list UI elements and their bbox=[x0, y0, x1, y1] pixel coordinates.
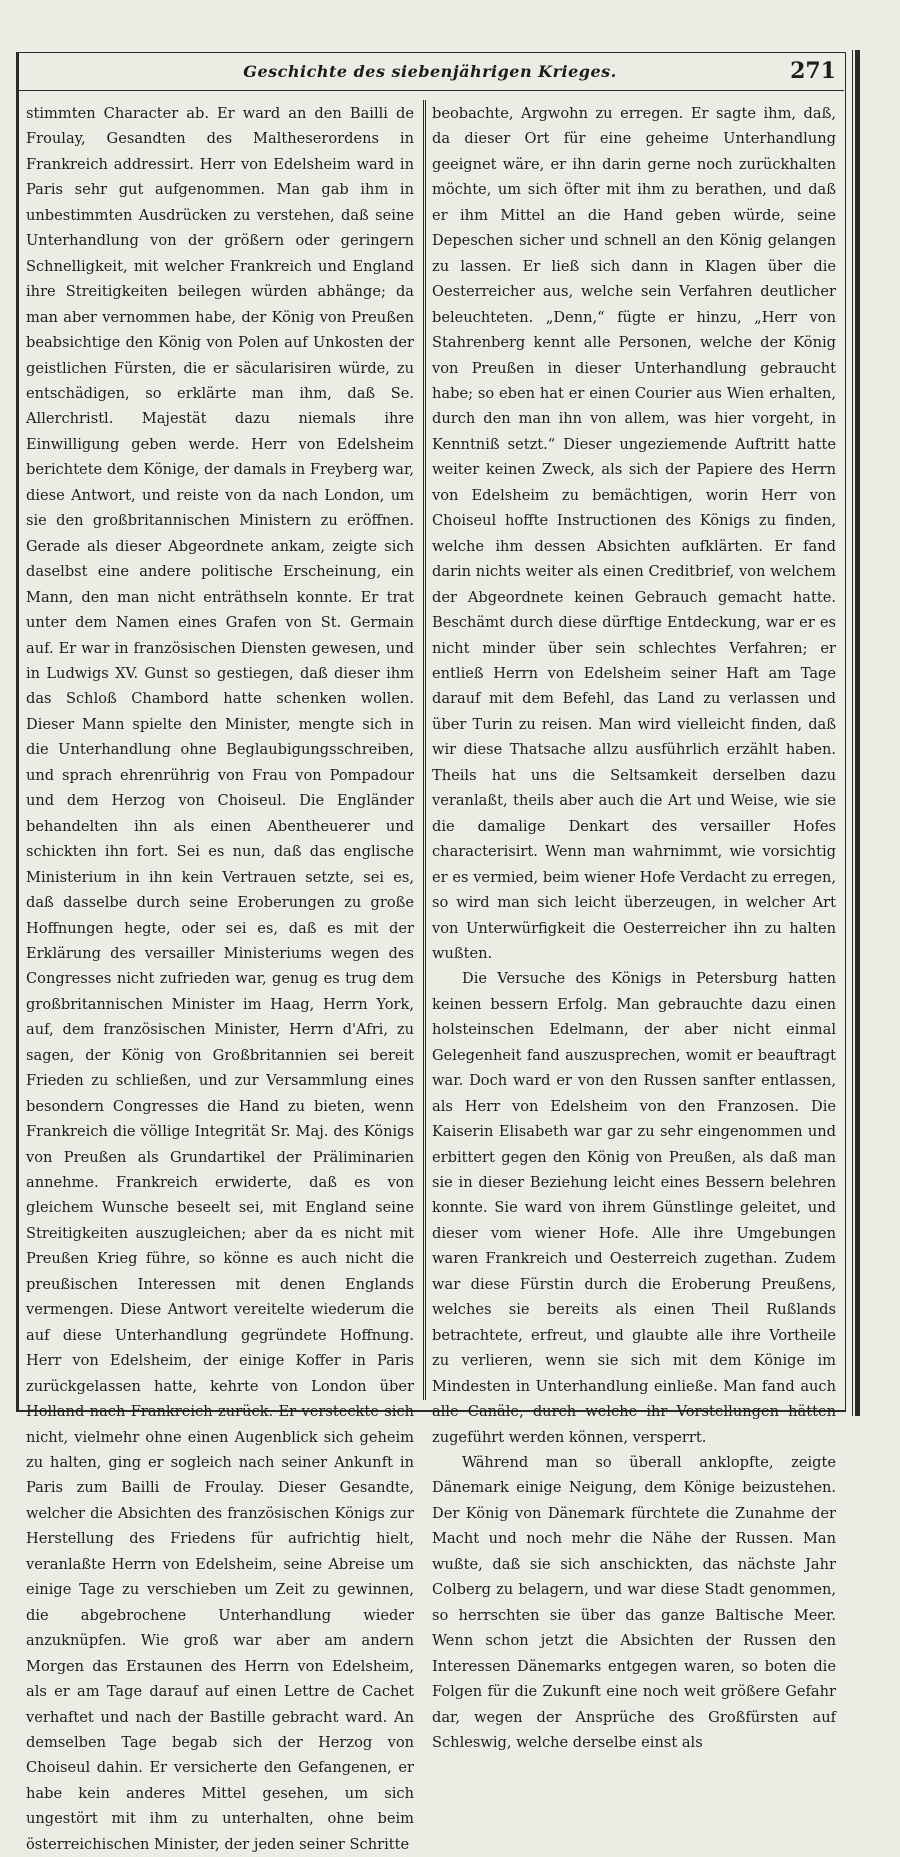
left-column-text: stimmten Character ab. Er ward an den Bailli de Froulay, Gesandten des Maltheserordens in Frankreich addressirt. Herr von Edelsheim ward in Paris sehr gut aufgenommen. Man gab ihm in unbestimmten Ausdrücken zu verstehen, daß seine Unterhandlung von der größern oder geringern Schnelligkeit, mit welcher Frankreich und England ihre Streitigkeiten beilegen würden abhänge; da man aber vernommen habe, der König von Preußen beabsichtige den König von Polen auf Unkosten der geistlichen Fürsten, die er säcularisiren würde, zu entschädigen, so erklärte man ihm, daß Se. Allerchristl. Majestät dazu niemals ihre Einwilligung geben werde. Herr von Edelsheim berichtete dem Könige, der damals in Freyberg war, diese Antwort, und reiste von da nach London, um sie den großbritannischen Ministern zu eröffnen. Gerade als dieser Abgeordnete ankam, zeigte sich daselbst eine andere politische Erscheinung, ein Mann, den man nicht enträthseln konnte. Er trat unter dem Namen eines Grafen von St. Germain auf. Er war in französischen Diensten gewesen, und in Ludwigs XV. Gunst so gestiegen, daß dieser ihm das Schloß Chambord hatte schenken wollen. Dieser Mann spielte den Minister, mengte sich in die Unterhandlung ohne Beglaubigungsschreiben, und sprach ehrenrührig von Frau von Pompadour und dem Herzog von Choiseul. Die Engländer behandelten ihn als einen Abentheuerer und schickten ihn fort. Sei es nun, daß das englische Ministerium in ihn kein Vertrauen setzte, sei es, daß dasselbe durch seine Eroberungen zu große Hoffnungen hegte, oder sei es, daß es mit der Erklärung des versailler Ministeriums wegen des Congresses nicht zufrieden war, genug es trug dem großbritannischen Minister im Haag, Herrn York, auf, dem französischen Minister, Herrn d'Afri, zu sagen, der König von Großbritannien sei bereit Frieden zu schließen, und zur Versammlung eines besondern Congresses die Hand zu bieten, wenn Frankreich die völlige Integrität Sr. Maj. des Königs von Preußen als Grundartikel der Präliminarien annehme. Frankreich erwiderte, daß es von gleichem Wunsche beseelt sei, mit England seine Streitigkeiten auszugleichen; aber da es nicht mit Preußen Krieg führe, so könne es auch nicht die preußischen Interessen mit denen Englands vermengen. Diese Antwort vereitelte wiederum die auf diese Unterhandlung gegründete Hoffnung. Herr von Edelsheim, der einige Koffer in Paris zurückgelassen hatte, kehrte von London über Holland nach Frankreich zurück. Er versteckte sich nicht, vielmehr ohne einen Augenblick sich geheim zu halten, ging er sogleich nach seiner Ankunft in Paris zum Bailli de Froulay. Dieser Gesandte, welcher die Absichten des französischen Königs zur Herstellung des Friedens für aufrichtig hielt, veranlaßte Herrn von Edelsheim, seine Abreise um einige Tage zu verschieben um Zeit zu gewinnen, die abgebrochene Unterhandlung wieder anzuknüpfen. Wie groß war aber am andern Morgen das Erstaunen des Herrn von Edelsheim, als er am Tage darauf auf einen Lettre de Cachet verhaftet und nach der Bastille gebracht ward. An demselben Tage begab sich der Herzog von Choiseul dahin. Er versicherte den Gefangenen, er habe kein anderes Mittel gesehen, um sich ungestört mit ihm zu unterhalten, ohne beim österreichischen Minister, der jeden seiner Schritte bbox=[26, 105, 414, 1853]
column-divider bbox=[423, 100, 426, 1400]
right-column bbox=[432, 101, 836, 1751]
outer-right-rule bbox=[852, 50, 860, 1416]
right-paragraph-3: Während man so überall anklopfte, zeigte Dänemark einige Neigung, dem Könige beizustehen. Der König von Dänemark fürchtete die Zunahme der Macht und noch mehr die Nähe der Russen. Man wußte, daß sie sich anschickten, das nächste Jahr Colberg zu belagern, und war diese Stadt genommen, so herrschten sie über das ganze Baltische Meer. Wenn schon jetzt die Absichten der Russen den Interessen Dänemarks entgegen waren, so boten die Folgen für die Zukunft eine noch weit größere Gefahr dar, wegen der Ansprüche des Großfürsten auf Schleswig, welche derselbe einst als bbox=[432, 1454, 836, 1751]
left-column bbox=[26, 101, 414, 1853]
right-paragraph-1: beobachte, Argwohn zu erregen. Er sagte ihm, daß, da dieser Ort für eine geheime Unterhandlung geeignet wäre, er ihn darin gerne noch zurückhalten möchte, um sich öfter mit ihm zu berathen, und daß er ihm Mittel an die Hand geben würde, seine Depeschen sicher und schnell an den König gelangen zu lassen. Er ließ sich dann in Klagen über die Oesterreicher aus, welche sein Verfahren deutlicher beleuchteten. „Denn,“ fügte er hinzu, „Herr von Stahrenberg kennt alle Personen, welche der König von Preußen in dieser Unterhandlung gebraucht habe; so eben hat er einen Courier aus Wien erhalten, durch den man ihn von allem, was hier vorgeht, in Kenntniß setzt.“ Dieser ungeziemende Auftritt hatte weiter keinen Zweck, als sich der Papiere des Herrn von Edelsheim zu bemächtigen, worin Herr von Choiseul hoffte Instructionen des Königs zu finden, welche ihm dessen Absichten aufklärten. Er fand darin nichts weiter als einen Creditbrief, von welchem der Abgeordnete keinen Gebrauch gemacht hatte. Beschämt durch diese dürftige Entdeckung, war er es nicht minder über sein schlechtes Verfahren; er entließ Herrn von Edelsheim seiner Haft am Tage darauf mit dem Befehl, das Land zu verlassen und über Turin zu reisen. Man wird vielleicht finden, daß wir diese Thatsache allzu ausführlich erzählt haben. Theils hat uns die Seltsamkeit derselben dazu veranlaßt, theils aber auch die Art und Weise, wie sie die damalige Denkart des versailler Hofes characterisirt. Wenn man wahrnimmt, wie vorsichtig er es vermied, beim wiener Hofe Verdacht zu erregen, so wird man sich leicht überzeugen, in welcher Art von Unterwürfigkeit die Oesterreicher ihn zu halten wußten. bbox=[432, 105, 836, 962]
page-number: 271 bbox=[790, 58, 836, 84]
running-header bbox=[16, 58, 844, 91]
running-title: Geschichte des siebenjährigen Krieges. bbox=[243, 62, 617, 81]
right-paragraph-2: Die Versuche des Königs in Petersburg hatten keinen bessern Erfolg. Man gebrauchte dazu einen holsteinschen Edelmann, der aber nicht einmal Gelegenheit fand auszusprechen, womit er beauftragt war. Doch ward er von den Russen sanfter entlassen, als Herr von Edelsheim von den Franzosen. Die Kaiserin Elisabeth war gar zu sehr eingenommen und erbittert gegen den König von Preußen, als daß man sie in dieser Beziehung leicht eines Bessern belehren konnte. Sie ward von ihrem Günstlinge geleitet, und dieser vom wiener Hofe. Alle ihre Umgebungen waren Frankreich und Oesterreich zugethan. Zudem war diese Fürstin durch die Eroberung Preußens, welches sie bereits als einen Theil Rußlands betrachtete, erfreut, und glaubte alle ihre Vortheile zu verlieren, wenn sie sich mit dem Könige im Mindesten in Unterhandlung einließe. Man fand auch alle Canäle, durch welche ihr Vorstellungen hätten zugeführt werden können, versperrt. bbox=[432, 970, 836, 1446]
